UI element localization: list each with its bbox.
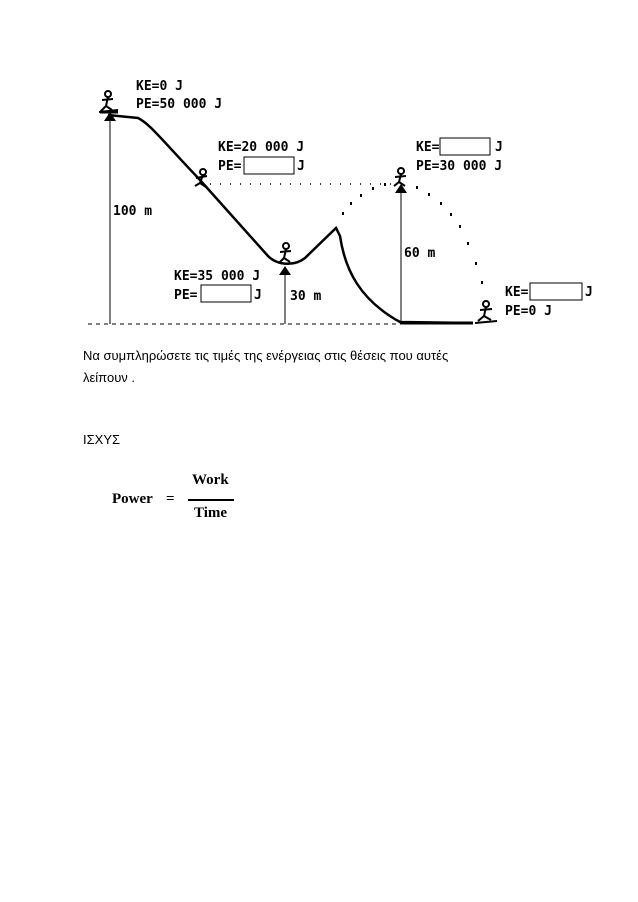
blank-box-jump-ke[interactable] xyxy=(440,138,490,155)
label-valley-pe-prefix: PE= xyxy=(174,288,198,303)
blank-box-valley-pe[interactable] xyxy=(201,285,251,302)
label-top-ke: KE=0 J xyxy=(136,79,183,94)
height-label-100: 100 m xyxy=(113,204,153,219)
label-jump-ke-unit: J xyxy=(495,140,503,155)
blank-box-end-ke[interactable] xyxy=(530,283,582,300)
instruction-line-2: λείπουν . xyxy=(83,370,136,385)
label-valley-pe-unit: J xyxy=(254,288,262,303)
trajectory-dots xyxy=(342,183,483,284)
fraction-bar xyxy=(188,499,234,501)
label-jump-ke-prefix: KE= xyxy=(416,140,440,155)
skier-icon xyxy=(279,243,291,263)
height-label-60: 60 m xyxy=(404,246,436,261)
skier-icon xyxy=(99,91,118,112)
label-end-ke-unit: J xyxy=(585,285,593,300)
label-end-pe: PE=0 J xyxy=(505,304,552,319)
formula-equals: = xyxy=(166,491,175,507)
label-slope-ke: KE=20 000 J xyxy=(218,140,305,155)
height-label-30: 30 m xyxy=(290,289,322,304)
label-slope-pe-prefix: PE= xyxy=(218,159,242,174)
blank-box-slope-pe[interactable] xyxy=(244,157,294,174)
label-end-ke-prefix: KE= xyxy=(505,285,529,300)
section-title: ΙΣΧΥΣ xyxy=(83,432,121,447)
instruction-line-1: Να συμπληρώσετε τις τιμές της ενέργειας στις θέσεις που αυτές xyxy=(83,348,449,363)
formula-numerator: Work xyxy=(192,472,229,488)
label-top-pe: PE=50 000 J xyxy=(136,97,223,112)
formula-lhs: Power xyxy=(112,491,153,507)
label-jump-pe: PE=30 000 J xyxy=(416,159,503,174)
label-valley-ke: KE=35 000 J xyxy=(174,269,261,284)
skier-icon xyxy=(475,301,497,323)
formula-denominator: Time xyxy=(194,505,228,521)
skier-icon xyxy=(394,168,406,186)
label-slope-pe-unit: J xyxy=(297,159,305,174)
